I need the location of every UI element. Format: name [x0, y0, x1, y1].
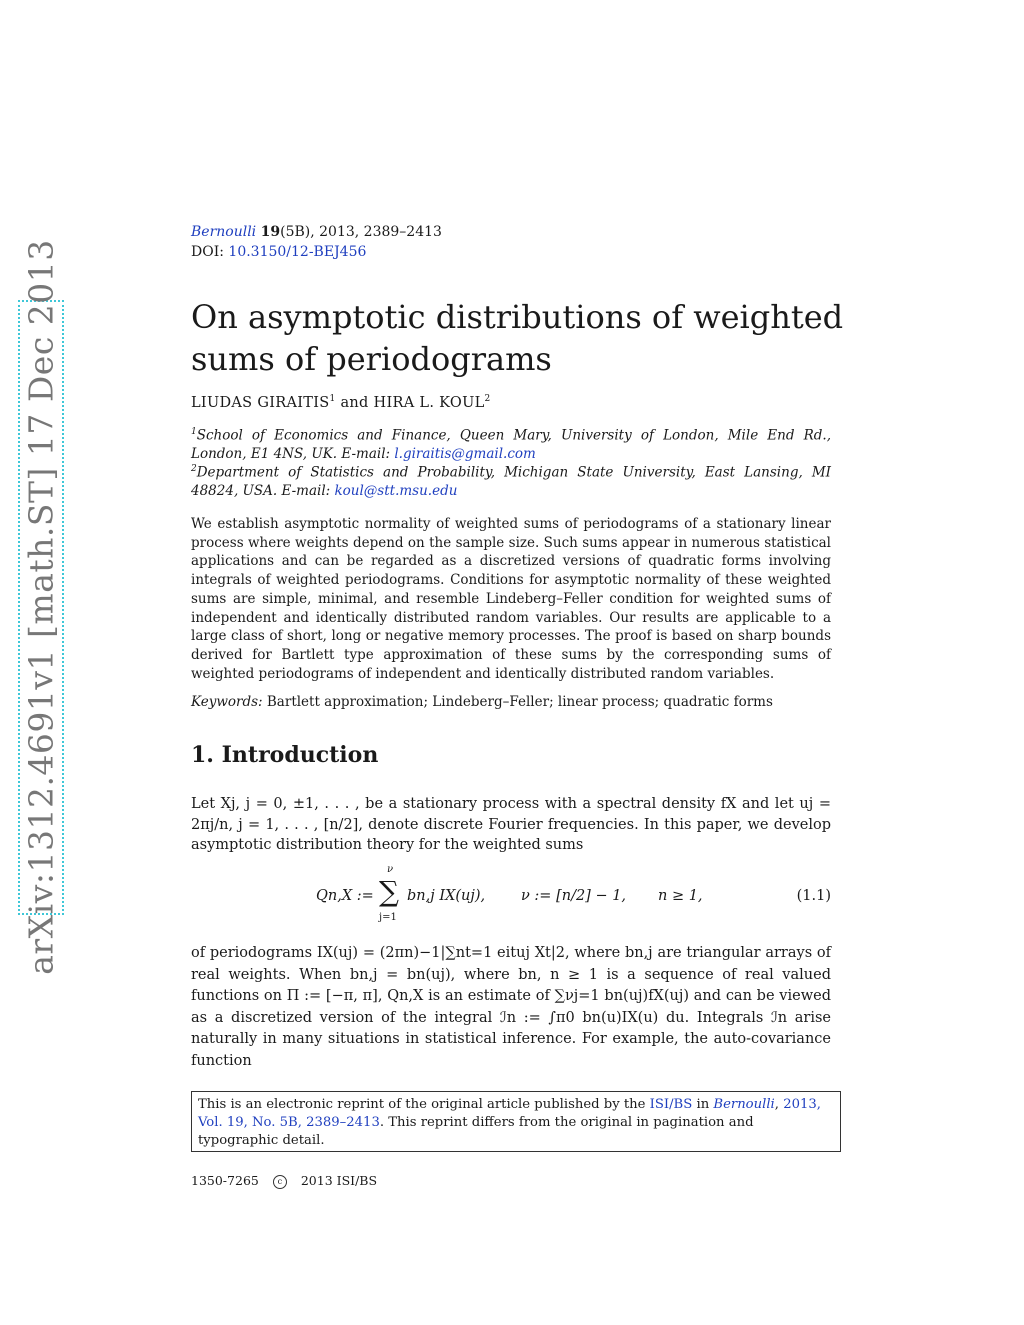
equation-nu-definition: ν := [n/2] − 1, — [521, 888, 627, 904]
author-line — [191, 394, 491, 411]
reprint-text-1: This is an electronic reprint of the original article published by the — [198, 1097, 650, 1112]
journal-citation — [191, 224, 442, 240]
affiliation-2-email-link[interactable]: koul@stt.msu.edu — [334, 483, 458, 499]
journal-volume: 19 — [260, 224, 281, 240]
equation-lhs: Qn,X := — [316, 888, 374, 904]
section-title: Introduction — [221, 742, 379, 768]
equation-condition: n ≥ 1, — [658, 888, 703, 904]
equation-number: (1.1) — [796, 888, 831, 904]
affiliation-1-text: School of Economics and Finance, Queen Mary, University of London, Mile End Rd., London, E1 4NS, UK. E-mail: — [191, 427, 831, 462]
doi-link[interactable]: 10.3150/12-BEJ456 — [228, 244, 367, 260]
section-heading-introduction — [191, 742, 378, 768]
issn: 1350-7265 — [191, 1173, 259, 1188]
journal-issue-pages: (5B), 2013, 2389–2413 — [280, 224, 442, 240]
author-1-affil-marker: 1 — [329, 394, 336, 404]
bernoulli-link[interactable]: Bernoulli — [713, 1097, 775, 1112]
author-1: LIUDAS GIRAITIS — [191, 394, 330, 411]
volume-link[interactable]: 2013, Vol. 19, No. 5B, 2389–2413 — [198, 1097, 821, 1130]
isi-bs-link[interactable]: ISI/BS — [649, 1097, 693, 1112]
doi-label: DOI: — [191, 244, 224, 260]
keywords-label: Keywords: — [191, 694, 263, 710]
footer-issn-copyright — [191, 1173, 377, 1189]
copyright-icon: c — [273, 1175, 287, 1189]
author-2: HIRA L. KOUL — [373, 394, 485, 411]
section-number: 1. — [191, 742, 214, 768]
journal-link[interactable]: Bernoulli — [191, 224, 257, 240]
summation-symbol: ∑ — [379, 875, 399, 908]
keywords-text: Bartlett approximation; Lindeberg–Feller; linear process; quadratic forms — [266, 694, 773, 710]
affiliation-2-marker: 2 — [191, 464, 197, 474]
equation-summand: bn,j IX(uj), — [407, 888, 486, 904]
intro-paragraph: Let Xj, j = 0, ±1, . . . , be a stationary process with a spectral density fX and let uj = 2πj/n, j = 1, . . . , [n/2], denote discrete Fourier frequencies. In this paper, we develop asymptotic distribution theory for the weighted sums — [191, 796, 831, 853]
reprint-text-4: . This reprint differs from the original in pagination and typographic detail. — [198, 1115, 754, 1148]
keywords — [191, 694, 831, 710]
abstract: We establish asymptotic normality of weighted sums of periodograms of a stationary linear process where weights depend on the sample size. Such sums appear in numerous statistical applications and can be regarded as a discretized versions of quadratic forms involving integrals of weighted periodograms. Conditions for asymptotic normality of these weighted sums are simple, minimal, and resemble Lindeberg–Feller condition for weighted sums of independent and identically distributed random variables. Our results are applicable to a large class of short, long or negative memory processes. The proof is based on sharp bounds derived for Bartlett type approximation of these sums by the corresponding sums of weighted periodograms of independent and identically distributed random variables. — [191, 516, 831, 682]
affiliation-2 — [191, 460, 831, 501]
affiliation-1-email-link[interactable]: l.giraitis@gmail.com — [394, 446, 536, 462]
reprint-notice-box — [191, 1091, 841, 1152]
equation-sum-lower: j=1 — [379, 912, 397, 923]
arxiv-stamp-text: arXiv:1312.4691v1 [math.ST] 17 Dec 2013 — [21, 239, 61, 975]
author-conjunction: and — [340, 394, 369, 411]
affiliation-1 — [191, 423, 831, 464]
paper-title: On asymptotic distributions of weighted sums of periodograms — [191, 298, 844, 378]
equation-1-1 — [191, 864, 831, 926]
second-paragraph: of periodograms IX(uj) = (2πn)−1|∑nt=1 eituj Xt|2, where bn,j are triangular arrays of real weights. When bn,j = bn(uj), where bn, n ≥ 1 is a sequence of real valued functions on Π := [−π, π], Qn,X is an estimate of ∑νj=1 bn(uj)fX(uj) and can be viewed as a discretized version of the integral ℐn := ∫π0 bn(u)IX(u) du. Integrals ℐn arise naturally in many situations in statistical inference. For example, the auto-covariance function — [191, 945, 831, 1069]
affiliation-1-marker: 1 — [191, 427, 197, 437]
affiliation-2-text: Department of Statistics and Probability, Michigan State University, East Lansing, MI 48824, USA. E-mail: — [191, 464, 831, 499]
reprint-text-3: , — [774, 1097, 779, 1112]
author-2-affil-marker: 2 — [484, 394, 491, 404]
copyright-text: 2013 ISI/BS — [300, 1173, 378, 1188]
reprint-text-2: in — [692, 1097, 714, 1112]
doi-line — [191, 244, 366, 260]
equation-sum-upper: ν — [387, 864, 394, 875]
